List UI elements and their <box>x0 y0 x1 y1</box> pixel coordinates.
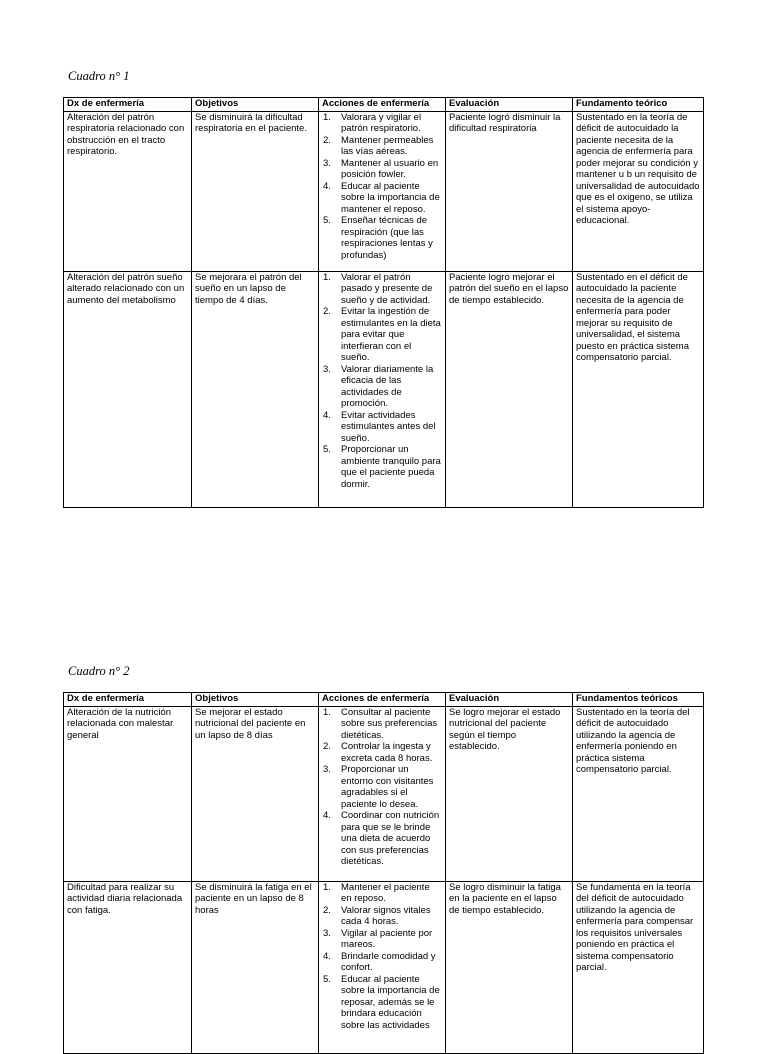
cuadro-2-caption: Cuadro n° 2 <box>68 664 130 678</box>
table-row <box>64 881 704 1053</box>
dx-cell: Alteración del patrón respiratoria relacionado con obstrucción en el tracto respiratorio. <box>64 111 192 271</box>
objetivo-cell: Se mejorar el estado nutricional del paciente en un lapso de 8 días <box>192 706 319 881</box>
list-item: 3. Proporcionar un entorno con visitantes agradables si el paciente lo desea. <box>323 764 434 810</box>
header-dx: Dx de enfermería <box>64 98 192 112</box>
evaluacion-cell: Se logro disminuir la fatiga en la paciente en el lapso de tiempo establecido. <box>446 881 573 1053</box>
list-item: 3. Mantener al usuario en posición fowler. <box>323 157 439 180</box>
list-item: 3. Vigilar al paciente por mareos. <box>323 927 433 950</box>
header-objetivos: Objetivos <box>192 98 319 112</box>
dx-cell: Alteración del patrón sueño alterado relacionado con un aumento del metabolismo <box>64 271 192 507</box>
list-item: 1. Mantener el paciente en reposo. <box>323 881 430 904</box>
objetivo-cell: Se disminuirá la dificultad respiratoria en el paciente. <box>192 111 319 271</box>
list-item: 5. Proporcionar un ambiente tranquilo para que el paciente pueda dormir. <box>323 444 441 490</box>
fundamento-cell: Sustentado en la teoría de déficit de autocuidado la paciente necesita de la agencia de enfermería para poder mejorar su condición y mantener u b un requisito de universalidad de autocuidado que es el oxigeno, se utiliza el sistema apoyo-educacional. <box>573 111 704 271</box>
list-item: 5. Educar al paciente sobre la importancia de reposar, además se le brindara educación sobre las actividades <box>323 973 440 1031</box>
cuadro-1-section <box>63 68 703 508</box>
header-fundamento: Fundamentos teóricos <box>573 693 704 707</box>
acciones-list <box>321 272 442 491</box>
table-row <box>64 111 704 271</box>
dx-cell: Dificultad para realizar su actividad diaria relacionada con fatiga. <box>64 881 192 1053</box>
list-item: 1. Valorara y vigilar el patrón respiratorio. <box>323 111 422 134</box>
fundamento-cell: Se fundamenta en la teoría del déficit de autocuidado utilizando la agencia de enfermería para compensar los requisitos universales poniendo en práctica el sistema compensatorio parcial. <box>573 881 704 1053</box>
evaluacion-cell: Paciente logro mejorar el patrón del sueño en el lapso de tiempo establecido. <box>446 271 573 507</box>
fundamento-cell: Sustentado en el déficit de autocuidado la paciente necesita de la agencia de enfermería para poder mejorar su requisito de universalidad, el sistema puesto en práctica sistema compensatorio parcial. <box>573 271 704 507</box>
header-dx: Dx de enfermería <box>64 693 192 707</box>
cuadro-1-caption: Cuadro n° 1 <box>68 69 130 83</box>
header-acciones: Acciones de enfermería <box>319 693 446 707</box>
list-item: 2. Mantener permeables las vías aéreas. <box>323 134 434 157</box>
header-fundamento: Fundamento teórico <box>573 98 704 112</box>
list-item: 4. Evitar actividades estimulantes antes del sueño. <box>323 409 436 444</box>
header-evaluacion: Evaluación <box>446 98 573 112</box>
evaluacion-cell: Paciente logró disminuir la dificultad respiratoria <box>446 111 573 271</box>
acciones-cell <box>319 706 446 881</box>
list-item: 2. Controlar la ingesta y excreta cada 8 horas. <box>323 741 433 764</box>
acciones-cell <box>319 271 446 507</box>
list-item: 4. Brindarle comodidad y confort. <box>323 950 436 973</box>
header-evaluacion: Evaluación <box>446 693 573 707</box>
list-item: 5. Enseñar técnicas de respiración (que las respiraciones lentas y profundas) <box>323 215 433 261</box>
header-objetivos: Objetivos <box>192 693 319 707</box>
fundamento-cell: Sustentado en la teoría del déficit de autocuidado utilizando la agencia de enfermería poniendo en práctica sistema compensatorio parcial. <box>573 706 704 881</box>
evaluacion-cell: Se logro mejorar el estado nutricional del paciente según el tiempo establecido. <box>446 706 573 881</box>
table-row <box>64 706 704 881</box>
objetivo-cell: Se disminuirá la fatiga en el paciente en un lapso de 8 horas <box>192 881 319 1053</box>
acciones-cell <box>319 881 446 1053</box>
acciones-list <box>321 707 442 868</box>
cuadro-1-table <box>63 97 704 508</box>
header-row <box>64 98 704 112</box>
cuadro-2-section <box>63 663 703 1054</box>
header-acciones: Acciones de enfermería <box>319 98 446 112</box>
list-item: 4. Coordinar con nutrición para que se le brinde una dieta de acuerdo con sus preferencias dietéticas. <box>323 810 440 867</box>
header-row <box>64 693 704 707</box>
list-item: 2. Evitar la ingestión de estimulantes en la dieta para evitar que interfieran con el sueño. <box>323 306 441 363</box>
objetivo-cell: Se mejorara el patrón del sueño en un lapso de tiempo de 4 días. <box>192 271 319 507</box>
dx-cell: Alteración de la nutrición relacionada con malestar general <box>64 706 192 881</box>
acciones-list <box>321 112 442 262</box>
list-item: 4. Educar al paciente sobre la importancia de mantener el reposo. <box>323 180 440 215</box>
list-item: 3. Valorar diariamente la eficacia de las actividades de promoción. <box>323 363 434 409</box>
list-item: 2. Valorar signos vitales cada 4 horas. <box>323 904 431 927</box>
list-item: 1. Valorar el patrón pasado y presente de sueño y de actividad. <box>323 271 433 306</box>
cuadro-2-table <box>63 692 704 1054</box>
table-row <box>64 271 704 507</box>
acciones-cell <box>319 111 446 271</box>
list-item: 1. Consultar al paciente sobre sus preferencias dietéticas. <box>323 706 438 741</box>
acciones-list <box>321 882 442 1032</box>
